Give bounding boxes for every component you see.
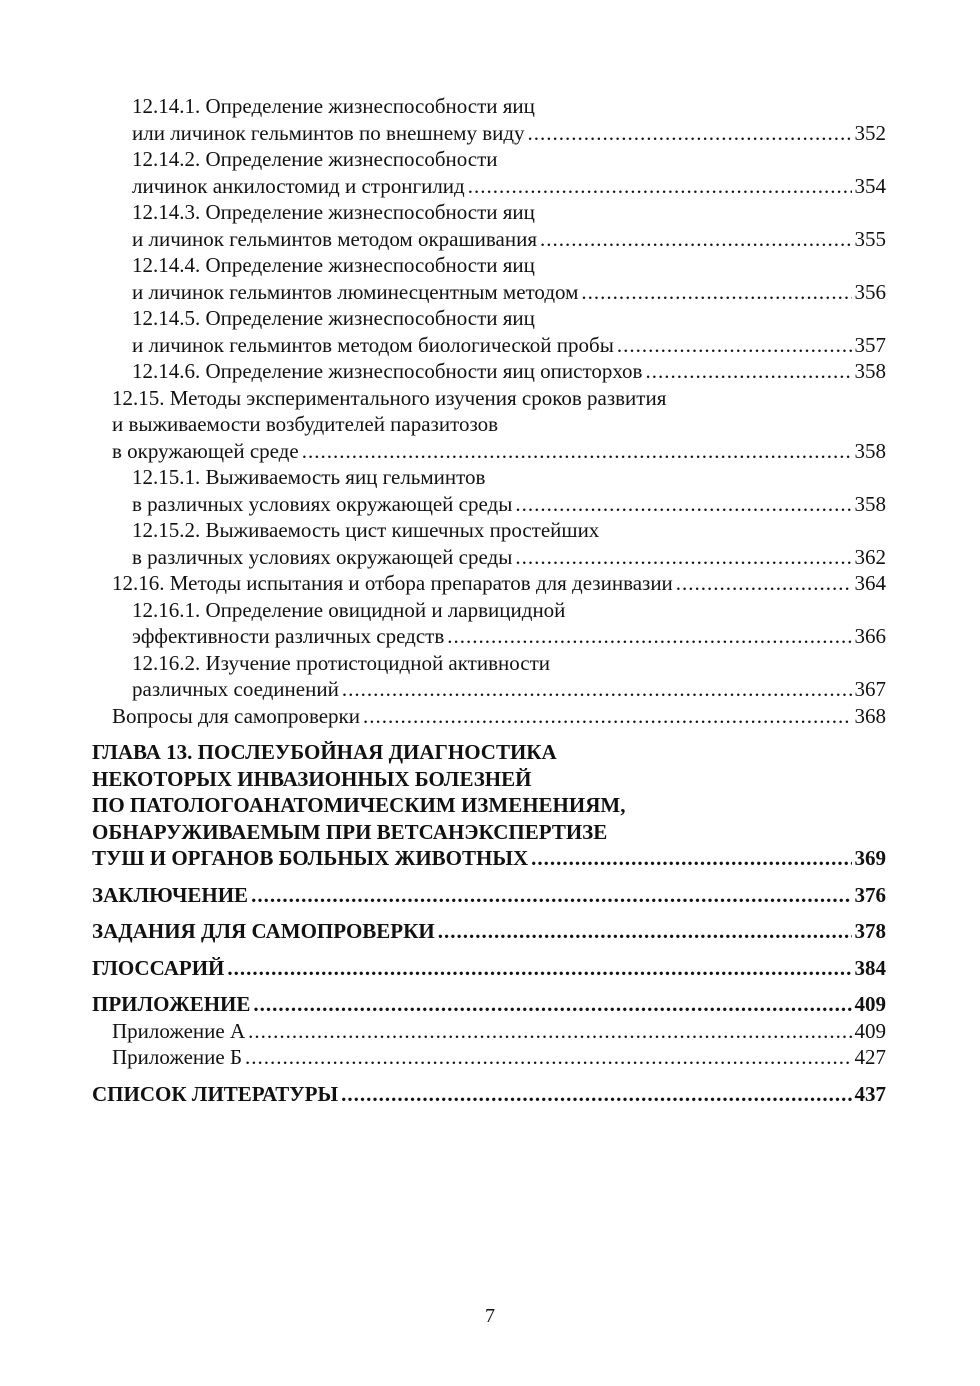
toc-entry-text: 12.14.6. Определение жизнеспособности яиц описторхов bbox=[132, 359, 643, 383]
dot-leader bbox=[341, 1081, 851, 1108]
toc-entry-12-14-3 bbox=[92, 199, 886, 252]
toc-section-conclusion bbox=[92, 882, 886, 909]
toc-entry-text: 12.14.5. Определение жизнеспособности яиц bbox=[132, 306, 535, 330]
toc-entry-text: 12.16.1. Определение овицидной и ларвицидной bbox=[132, 597, 566, 622]
dot-leader bbox=[531, 845, 851, 872]
toc-entry-12-16-2 bbox=[92, 650, 886, 703]
toc-entry-text: Приложение Б bbox=[112, 1045, 243, 1069]
toc-entry-self-check-questions bbox=[92, 703, 886, 730]
toc-section-glossary bbox=[92, 955, 886, 982]
toc-entry-text: и личинок гельминтов люминесцентным методом bbox=[132, 279, 579, 304]
toc-entry-text: или личинок гельминтов по внешнему виду bbox=[132, 120, 525, 145]
toc-entry-text: 12.14.4. Определение жизнеспособности яиц bbox=[132, 253, 535, 277]
toc-page-number: 366 bbox=[854, 624, 886, 648]
section-title: СПИСОК ЛИТЕРАТУРЫ bbox=[92, 1081, 339, 1106]
toc-entry-12-14-2 bbox=[92, 146, 886, 199]
toc-page-number: 362 bbox=[854, 544, 886, 569]
toc-entry-text: 12.16. Методы испытания и отбора препаратов для дезинвазии bbox=[112, 571, 673, 595]
dot-leader bbox=[251, 882, 851, 909]
dot-leader bbox=[253, 991, 851, 1018]
toc-entry-text: Вопросы для самопроверки bbox=[112, 703, 361, 728]
dot-leader bbox=[645, 358, 851, 385]
toc-page-number: 378 bbox=[854, 919, 886, 943]
toc-entry-12-14-5 bbox=[92, 305, 886, 358]
toc-entry-text: 12.15.1. Выживаемость яиц гельминтов bbox=[132, 465, 486, 489]
toc-page-number: 358 bbox=[854, 491, 886, 516]
toc-chapter-13 bbox=[92, 739, 886, 872]
toc-page-number: 409 bbox=[854, 992, 886, 1016]
toc-entry-12-15-1 bbox=[92, 464, 886, 517]
toc-entry-12-14-6 bbox=[92, 358, 886, 385]
toc-entry-text: в различных условиях окружающей среды bbox=[132, 491, 513, 516]
section-title: ЗАКЛЮЧЕНИЕ bbox=[92, 882, 249, 907]
toc-page-number: 352 bbox=[854, 120, 886, 145]
toc-entry-text: 12.15.2. Выживаемость цист кишечных простейших bbox=[132, 518, 600, 542]
dot-leader bbox=[468, 173, 852, 200]
section-title: ЗАДАНИЯ ДЛЯ САМОПРОВЕРКИ bbox=[92, 919, 435, 943]
dot-leader bbox=[363, 703, 851, 730]
toc-entry-text: 12.14.3. Определение жизнеспособности яиц bbox=[132, 200, 535, 224]
toc-page-number: 376 bbox=[854, 882, 886, 907]
toc-entry-12-14-1 bbox=[92, 93, 886, 146]
toc-page-number: 355 bbox=[854, 226, 886, 251]
section-title: ПРИЛОЖЕНИЕ bbox=[92, 992, 251, 1016]
toc-entry-12-16-1 bbox=[92, 597, 886, 650]
toc-entry-text: 12.14.1. Определение жизнеспособности яиц bbox=[132, 94, 535, 118]
toc-page-number: 384 bbox=[854, 955, 886, 980]
toc-entry-text: 12.15. Методы экспериментального изучения сроков развития bbox=[112, 385, 667, 410]
toc-entry-text: и личинок гельминтов методом окрашивания bbox=[132, 226, 537, 251]
toc-page-number: 356 bbox=[854, 279, 886, 304]
chapter-title-line: ТУШ И ОРГАНОВ БОЛЬНЫХ ЖИВОТНЫХ bbox=[92, 846, 529, 870]
dot-leader bbox=[245, 1044, 851, 1071]
toc-section-self-check-tasks bbox=[92, 918, 886, 945]
chapter-title-line: ОБНАРУЖИВАЕМЫМ ПРИ ВЕТСАНЭКСПЕРТИЗЕ bbox=[92, 819, 608, 844]
dot-leader bbox=[540, 226, 852, 253]
toc-page-number: 369 bbox=[854, 846, 886, 870]
table-of-contents bbox=[92, 93, 886, 1107]
toc-appendix-a bbox=[92, 1018, 886, 1045]
dot-leader bbox=[302, 438, 852, 465]
toc-entry-text: и личинок гельминтов методом биологической пробы bbox=[132, 332, 614, 357]
toc-entry-text: в различных условиях окружающей среды bbox=[132, 544, 513, 569]
dot-leader bbox=[447, 623, 851, 650]
chapter-title-line: НЕКОТОРЫХ ИНВАЗИОННЫХ БОЛЕЗНЕЙ bbox=[92, 766, 532, 791]
toc-page-number: 437 bbox=[854, 1081, 886, 1106]
toc-page-number: 357 bbox=[854, 332, 886, 357]
dot-leader bbox=[227, 955, 851, 982]
dot-leader bbox=[676, 570, 852, 597]
toc-section-bibliography bbox=[92, 1081, 886, 1108]
toc-entry-text: 12.16.2. Изучение протистоцидной активности bbox=[132, 650, 551, 675]
section-title: ГЛОССАРИЙ bbox=[92, 955, 225, 980]
toc-page-number: 368 bbox=[854, 703, 886, 728]
toc-entry-text: 12.14.2. Определение жизнеспособности bbox=[132, 147, 498, 171]
dot-leader bbox=[438, 918, 852, 945]
toc-entry-12-16 bbox=[92, 570, 886, 597]
toc-section-appendix bbox=[92, 991, 886, 1018]
toc-page-number: 358 bbox=[854, 438, 886, 463]
toc-page-number: 409 bbox=[854, 1018, 886, 1043]
chapter-title-line: ПО ПАТОЛОГОАНАТОМИЧЕСКИМ ИЗМЕНЕНИЯМ, bbox=[92, 793, 626, 817]
toc-entry-12-15 bbox=[92, 385, 886, 465]
toc-entry-12-14-4 bbox=[92, 252, 886, 305]
toc-entry-text: Приложение А bbox=[112, 1018, 246, 1043]
toc-page-number: 354 bbox=[854, 173, 886, 198]
dot-leader bbox=[248, 1018, 851, 1045]
toc-page-number: 364 bbox=[854, 571, 886, 595]
toc-entry-text: личинок анкилостомид и стронгилид bbox=[132, 173, 465, 198]
dot-leader bbox=[581, 279, 851, 306]
dot-leader bbox=[515, 544, 851, 571]
toc-page-number: 358 bbox=[854, 359, 886, 383]
toc-entry-text: эффективности различных средств bbox=[132, 624, 445, 648]
toc-page-number: 367 bbox=[854, 677, 886, 701]
dot-leader bbox=[515, 491, 851, 518]
toc-page-number: 427 bbox=[854, 1045, 886, 1069]
toc-entry-12-15-2 bbox=[92, 517, 886, 570]
chapter-title-line: ГЛАВА 13. ПОСЛЕУБОЙНАЯ ДИАГНОСТИКА bbox=[92, 740, 557, 764]
dot-leader bbox=[528, 120, 852, 147]
dot-leader bbox=[617, 332, 852, 359]
toc-entry-text: различных соединений bbox=[132, 677, 339, 701]
page-number: 7 bbox=[485, 1305, 495, 1327]
toc-entry-text: и выживаемости возбудителей паразитозов bbox=[112, 412, 499, 436]
dot-leader bbox=[342, 676, 852, 703]
toc-entry-text: в окружающей среде bbox=[112, 438, 299, 463]
toc-appendix-b bbox=[92, 1044, 886, 1071]
